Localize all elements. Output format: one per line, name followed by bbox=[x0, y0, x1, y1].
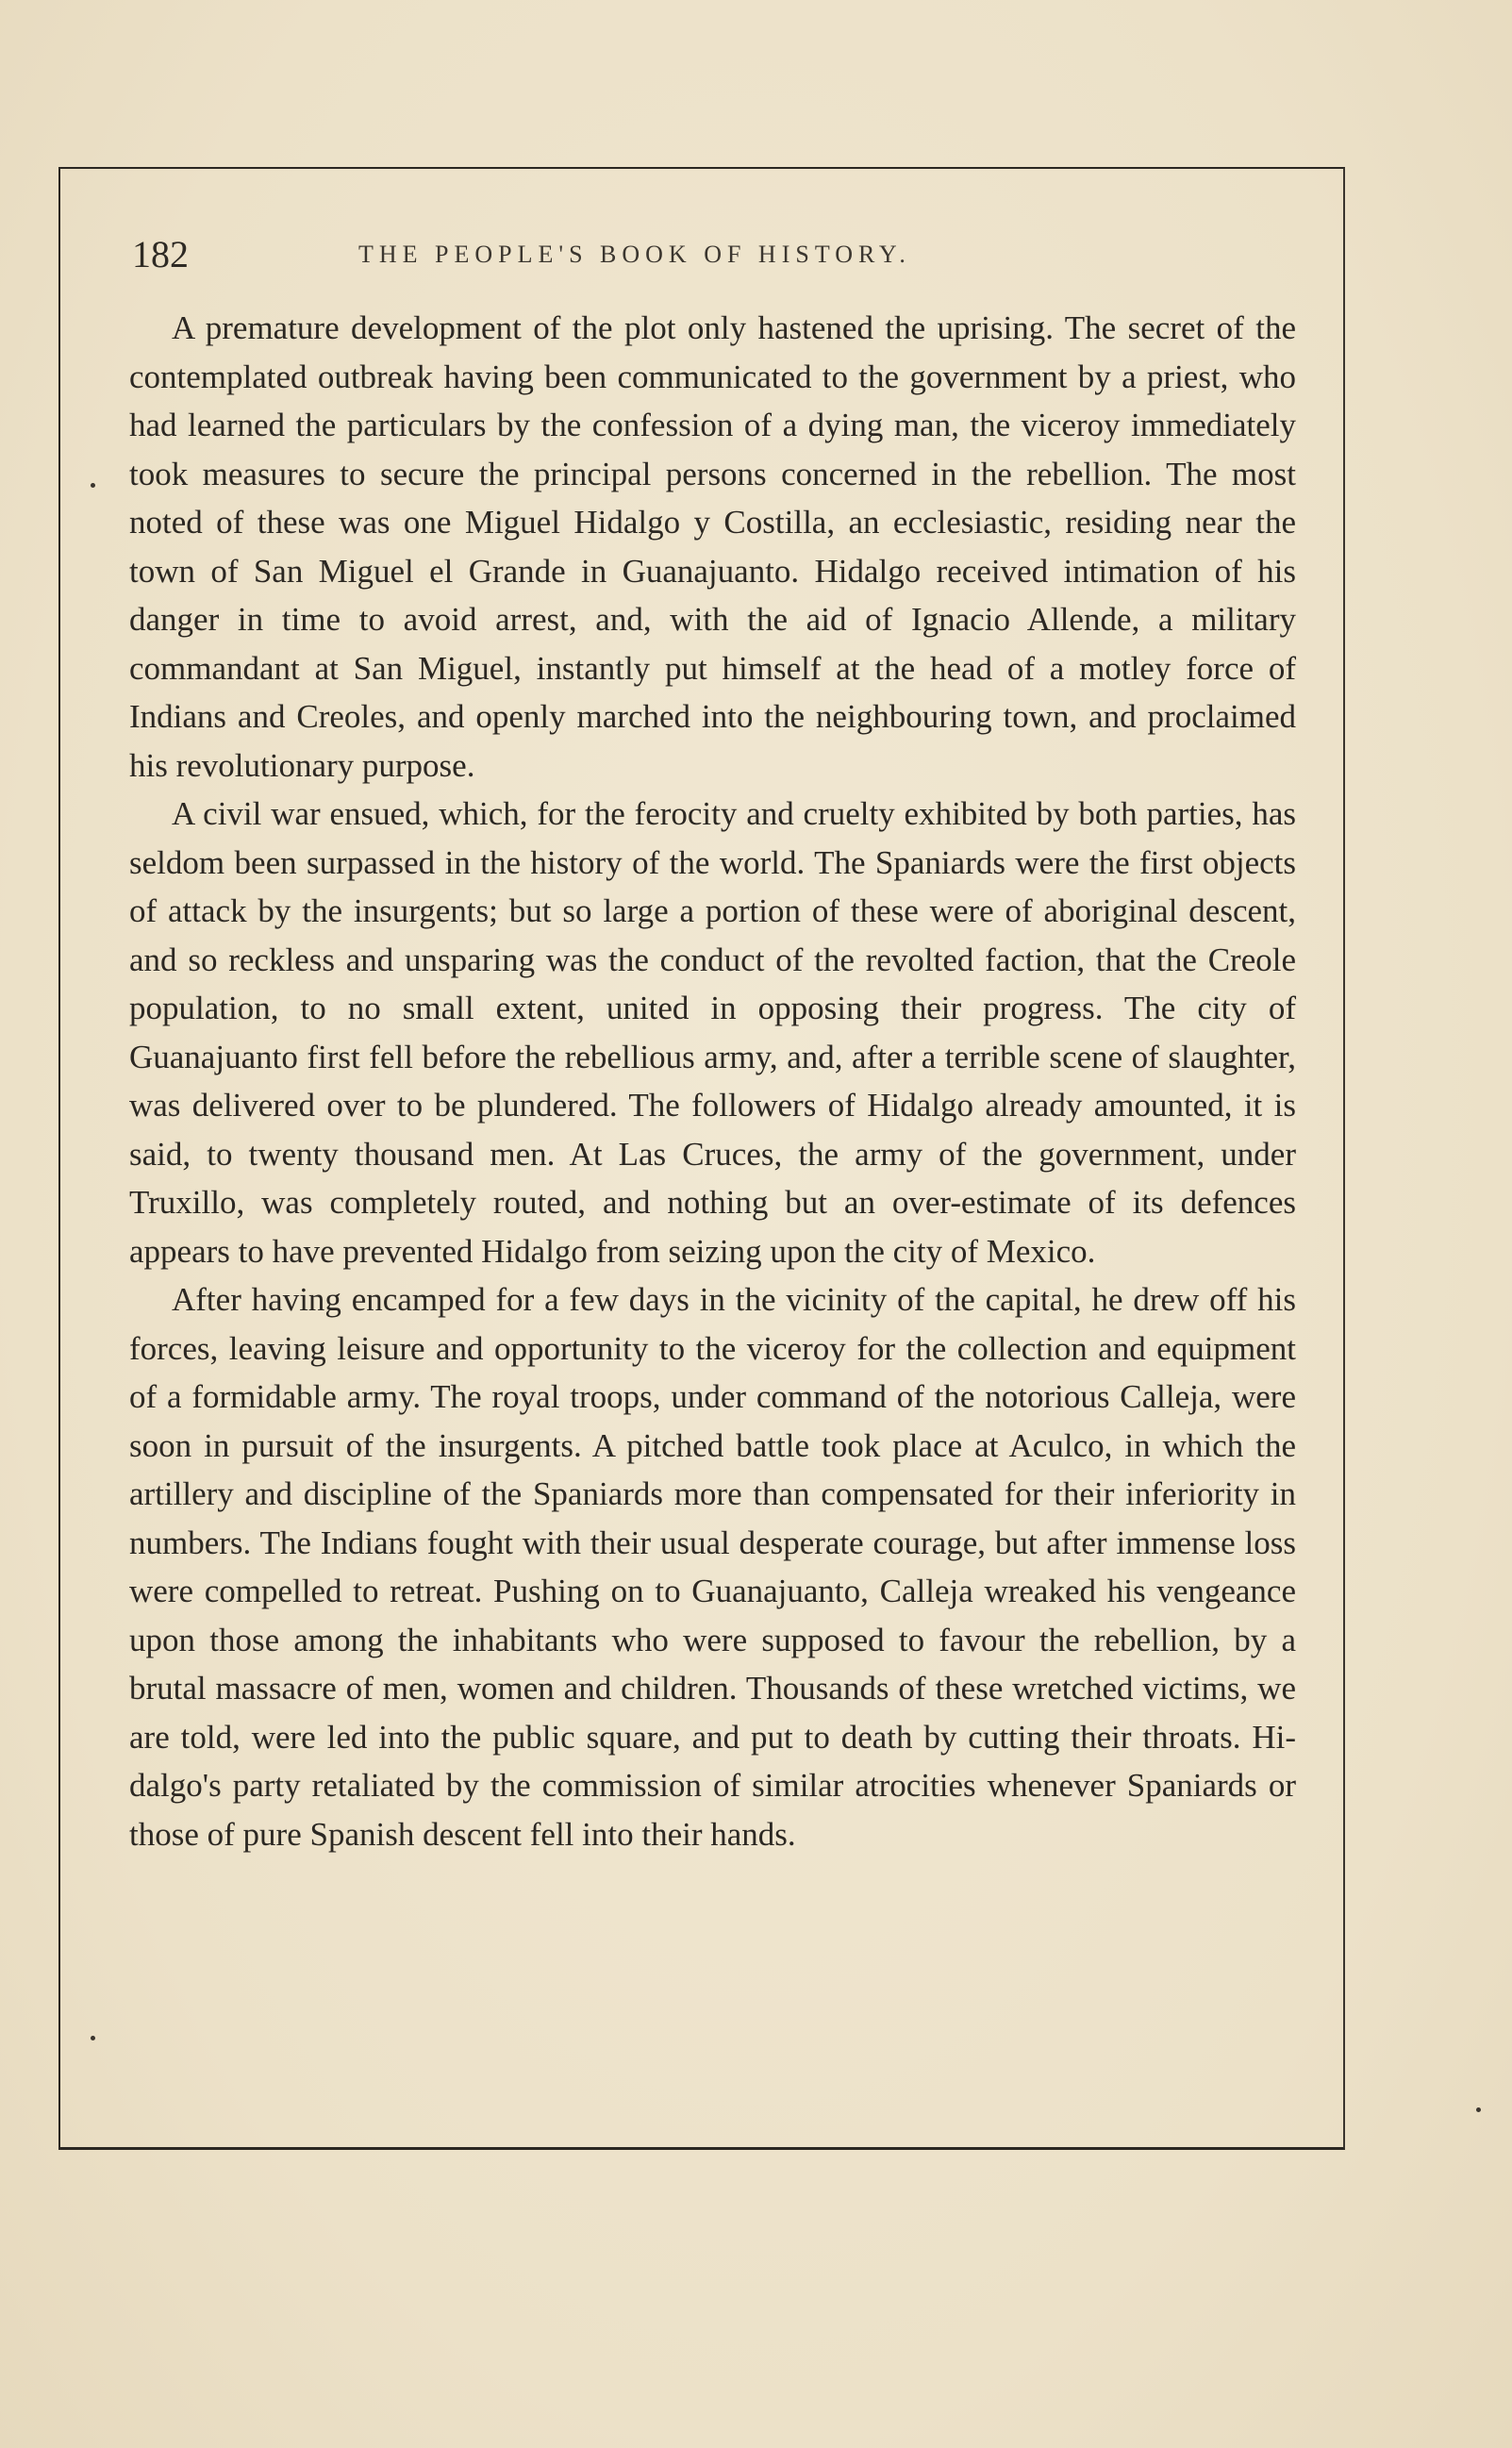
margin-speck bbox=[91, 2036, 95, 2040]
margin-speck bbox=[1476, 2107, 1481, 2112]
running-head: THE PEOPLE'S BOOK OF HISTORY. bbox=[358, 241, 911, 268]
paragraph-1: A premature development of the plot only hastened the uprising. The secret of the contemplated outbreak having been communicated to the government by a priest, who had learned the particulars by the confession of a dying man, the viceroy immediately took measures to secure the principal persons concerned in the rebellion. The most noted of these was one Miguel Hidalgo y Costilla, an ecclesiastic, residing near the town of San Miguel el Grande in Guanajuanto. Hidalgo received intimation of his danger in time to avoid arrest, and, with the aid of Ignacio Allende, a military commandant at San Miguel, instantly put himself at the head of a motley force of Indians and Creoles, and openly marched into the neighbouring town, and proclaimed his revolutionary purpose. bbox=[129, 309, 1296, 784]
paragraph-2: A civil war ensued, which, for the ferocity and cruelty exhibited by both parties, has seldom been surpassed in the history of the world. The Spaniards were the first objects of attack by the insurgents; but so large a portion of these were of aboriginal descent, and so reckless and unsparing was the conduct of the revolted faction, that the Creole population, to no small extent, united in opposing their progress. The city of Guanajuanto first fell before the rebellious army, and, after a terrible scene of slaughter, was delivered over to be plundered. The followers of Hidalgo already amounted, it is said, to twenty thousand men. At Las Cruces, the army of the government, under Truxillo, was completely routed, and nothing but an over-estimate of its defences appears to have prevented Hidalgo from seizing upon the city of Mexico. bbox=[129, 795, 1296, 1270]
margin-speck bbox=[91, 483, 95, 488]
paragraph-3: After having encamped for a few days in the vicinity of the capital, he drew off his forces, leaving leisure and opportunity to the viceroy for the collection and equipment of a formidable army. The royal troops, under command of the notorious Calleja, were soon in pursuit of the insurgents. A pitched battle took place at Aculco, in which the artillery and discipline of the Spaniards more than compensated for their inferiority in numbers. The Indians fought with their usual desperate courage, but after immense loss were compelled to retreat. Pushing on to Guanajuanto, Calleja wreaked his vengeance upon those among the inhabitants who were supposed to favour the rebellion, by a brutal massacre of men, women and children. Thousands of these wretched victims, we are told, were led into the public square, and put to death by cutting their throats. Hidalgo's party retaliated by the commission of similar atrocities whenever Spaniards or those of pure Spanish descent fell into their hands. bbox=[129, 1281, 1296, 1853]
page-header bbox=[132, 226, 1302, 283]
body-text bbox=[129, 304, 1296, 1858]
page-number: 182 bbox=[132, 233, 189, 275]
